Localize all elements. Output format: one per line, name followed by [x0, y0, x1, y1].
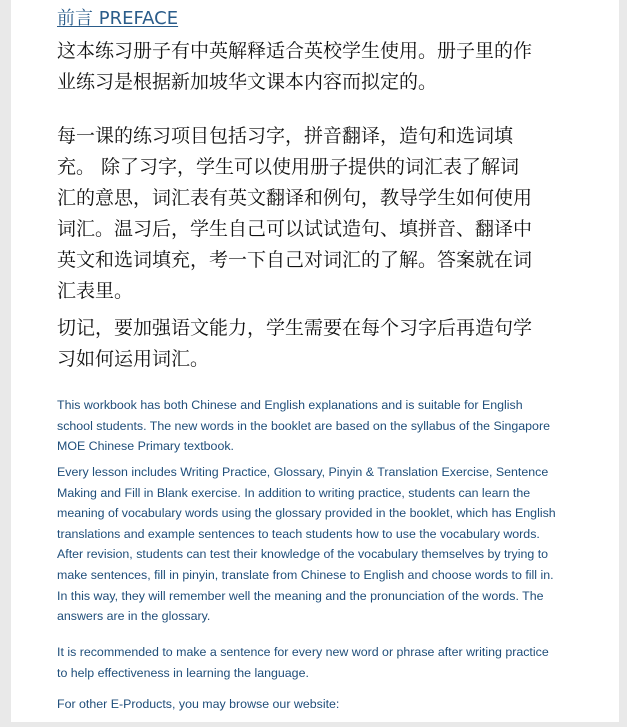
text-line: to help effectiveness in learning the language. [57, 665, 309, 680]
text-line: 这本练习册子有中英解释适合英校学生使用。册子里的作 [57, 40, 533, 62]
text-line: meaning of vocabulary words using the glossary provided in the booklet, which has English [57, 506, 556, 521]
text-line: 每一课的练习项目包括习字，拼音翻译，造句和选词填 [57, 125, 514, 147]
english-paragraph-recommendation [57, 642, 605, 683]
english-paragraph-intro [57, 395, 605, 457]
chinese-paragraph-exercises [57, 121, 597, 307]
text-line: school students. The new words in the booklet are based on the syllabus of the Singapore [57, 418, 550, 433]
text-line: 汇表里。 [57, 280, 134, 302]
text-line: 英文和选词填充，考一下自己对词汇的了解。答案就在词 [57, 249, 533, 271]
chinese-paragraph-intro [57, 36, 597, 98]
text-line: After revision, students can test their knowledge of the vocabulary themselves by trying to [57, 547, 549, 562]
text-line: 汇的意思，词汇表有英文翻译和例句，教导学生如何使用 [57, 187, 533, 209]
text-line: MOE Chinese Primary textbook. [57, 439, 234, 454]
text-line: This workbook has both Chinese and English explanations and is suitable for English [57, 398, 523, 412]
document-page [11, 0, 619, 722]
text-line: answers are in the glossary. [57, 609, 211, 624]
english-paragraph-website [57, 694, 605, 715]
text-line: 业练习是根据新加坡华文课本内容而拟定的。 [57, 71, 438, 93]
text-line: Making and Fill in Blank exercise. In addition to writing practice, students can learn the [57, 485, 531, 500]
chinese-paragraph-reminder [57, 313, 597, 375]
text-line: make sentences, fill in pinyin, translate from Chinese to English and choose words to fill in. [57, 567, 554, 582]
english-paragraph-exercises [57, 462, 605, 627]
text-line: 充。 除了习字，学生可以使用册子提供的词汇表了解词 [57, 156, 520, 178]
text-line: For other E-Products, you may browse our website: [57, 697, 340, 711]
text-line: 切记，要加强语文能力，学生需要在每个习字后再造句学 [57, 317, 533, 339]
page-title: 前言 PREFACE [57, 8, 179, 29]
text-line: It is recommended to make a sentence for every new word or phrase after writing practice [57, 645, 549, 659]
text-line: translations and example sentences to teach students how to use the vocabulary words. [57, 526, 540, 541]
text-line: 习如何运用词汇。 [57, 348, 210, 370]
text-line: In this way, they will remember well the meaning and the pronunciation of the words. The [57, 588, 544, 603]
text-line: Every lesson includes Writing Practice, Glossary, Pinyin & Translation Exercise, Sentence [57, 465, 549, 479]
text-line: 词汇。温习后，学生自己可以试试造句、填拼音、翻译中 [57, 218, 533, 240]
